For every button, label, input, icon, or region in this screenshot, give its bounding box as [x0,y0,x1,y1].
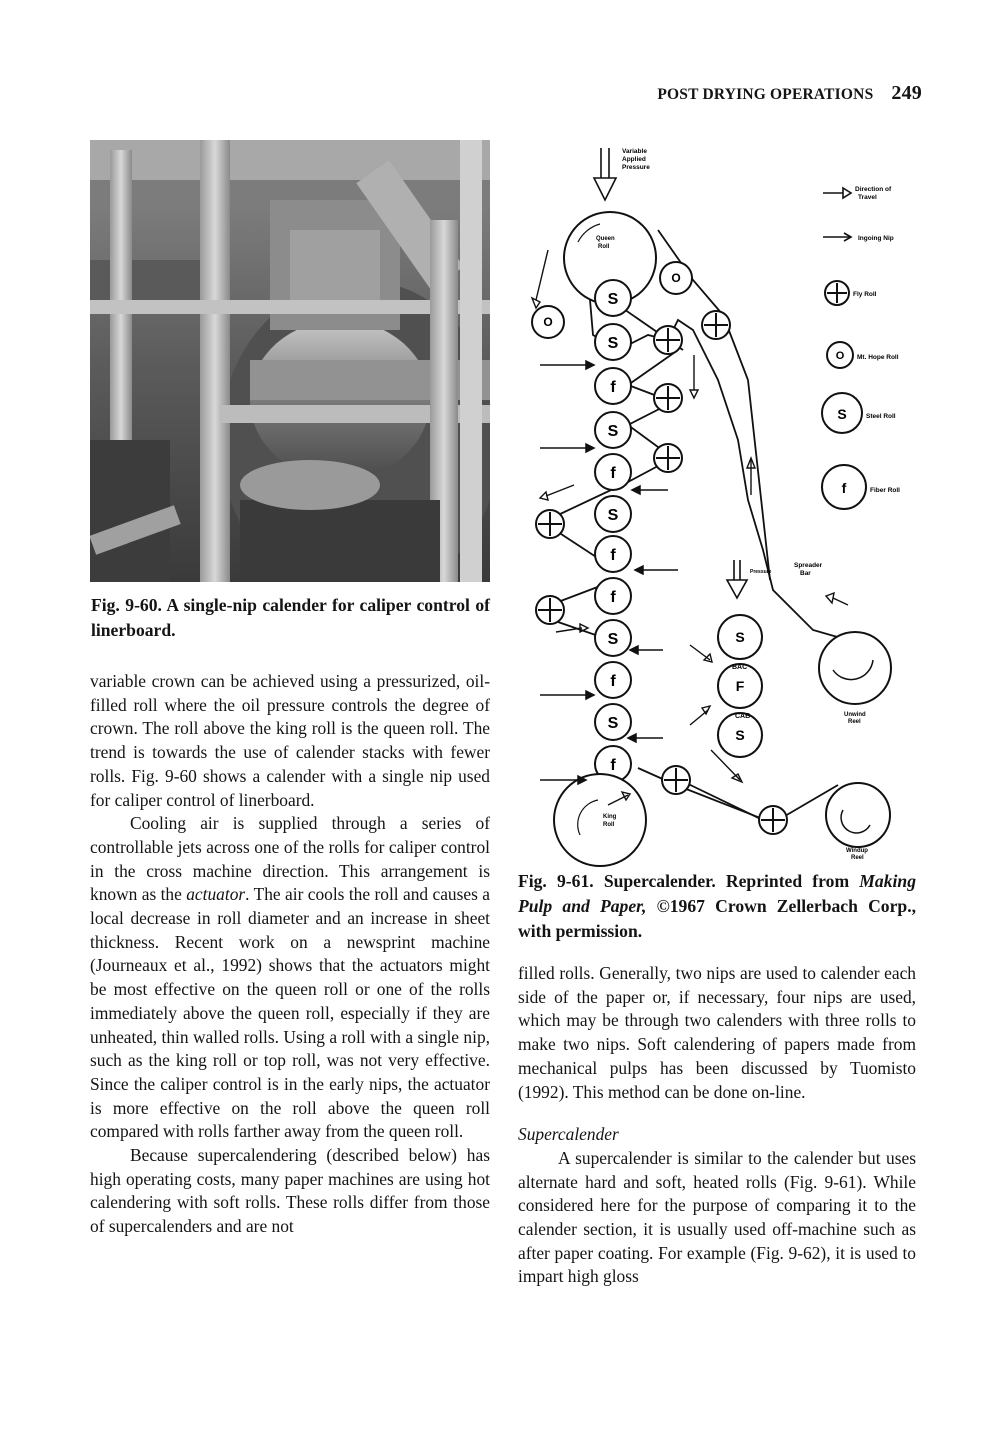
supercalender-diagram [518,140,918,870]
calender-photograph [90,140,490,582]
roll-letter: S [607,335,619,352]
unwind-reel [819,632,891,704]
bac-label: BAC [732,664,748,671]
direction-of-travel-label-2: Travel [858,194,877,201]
king-roll-label-2: Roll [603,822,615,828]
roll-letter: S [607,715,619,732]
steel-roll-label: Steel Roll [866,413,896,420]
figure-9-60-caption: Fig. 9-60. A single-nip calender for caliper control of linerboard. [91,595,490,640]
variable-pressure-label-1: Variable [622,148,647,155]
roll-letter: O [835,350,845,362]
roll-letter: F [735,678,745,694]
variable-pressure-label-3: Pressure [622,164,650,171]
paragraph: Because supercalendering (described below) has high operating costs, many paper machines are using hot calendering with soft rolls. These rolls differ from those of supercalenders and are not [90,1145,490,1237]
windup-reel-label-1: Windup [846,848,868,854]
roll-letter: f [610,547,616,564]
paragraph: filled rolls. Generally, two nips are used to calender each side of the paper or, if necessary, four nips are used, which may be through two calenders with three rolls to make two nips. Soft calendering of papers made from mechanical pulps has been discussed by Tuomisto (1992). This method can be done on-line. [518,963,916,1102]
unwind-reel-label-2: Reel [848,719,861,725]
term-actuator: actuator [186,884,246,905]
caption-book-title: Making Pulp and Paper, [518,871,916,916]
pressure-arrow [727,560,747,598]
roll-letter: S [607,631,619,648]
paragraph [90,812,490,1144]
roll-letter: O [543,315,553,329]
section-subheading: Supercalender [518,1124,619,1145]
left-column-text [90,670,490,1239]
text-run: . The air cools the roll and causes a local decrease in roll diameter and an increase in sheet thickness. Recent work on a newsprint machine (Journeaux et al., 1992) shows that the actuators might be most effective on the queen roll or one of the rolls immediately above the queen roll, especially if they are unheated, thin walled rolls. Using a roll with a single nip, such as the king roll or top roll, was not very effective. Since the caliper control is in the early nips, the actuator is more effective on the roll above the queen roll compared with rolls farther away from the queen roll. [90,884,490,1142]
fly-roll-label: Fly Roll [853,291,877,298]
figure-9-61-caption [518,869,916,944]
section-title: POST DRYING OPERATIONS [657,86,874,103]
windup-reel [826,783,890,847]
roll-letter: f [610,589,616,606]
text-run: Cooling air is supplied through a series of controllable jets across one of the rolls for caliper control in the cross machine direction. This arrangement is known as the [90,813,490,905]
roll-letter: O [671,271,681,285]
roll-letter: f [610,673,616,690]
roll-letter: S [837,406,847,422]
variable-pressure-label-2: Applied [622,156,646,163]
roll-letter: S [735,629,745,645]
roll-letter: f [841,480,847,496]
roll-letter: S [607,291,619,308]
caption-suffix: ©1967 Crown Zellerbach Corp., with permission. [518,896,916,941]
roll-letter: f [610,379,616,396]
queen-roll-label-2: Roll [598,244,610,250]
roll-letter: f [610,465,616,482]
king-roll-label-1: King [603,814,617,820]
king-roll [554,774,646,866]
page-number: 249 [891,82,922,104]
queen-roll-label-1: Queen [596,236,615,242]
windup-reel-label-2: Reel [851,855,864,861]
unwind-reel-label-1: Unwind [844,712,866,718]
fiber-roll-label: Fiber Roll [870,487,900,494]
direction-of-travel-label-1: Direction of [855,186,892,193]
paragraph: A supercalender is similar to the calender but uses alternate hard and soft, heated rolls (Fig. 9-61). While considered here for the purpose of comparing it to the calender section, it is usually used off-machine such as after paper coating. For example (Fig. 9-62), it is used to impart high gloss [518,1147,916,1287]
cab-label: CAB [735,713,751,720]
pressure-arrow [594,148,616,200]
spreader-bar-label-1: Spreader [794,562,823,569]
ingoing-nip-label: Ingoing Nip [858,235,894,242]
caption-prefix: Fig. 9-61. Supercalender. Reprinted from [518,871,860,891]
paragraph: variable crown can be achieved using a pressurized, oil-filled roll where the oil pressure controls the degree of crown. The roll above the king roll is the queen roll. The trend is towards the use of calender stacks with fewer rolls. Fig. 9-60 shows a calender with a single nip used for caliper control of linerboard. [90,671,490,810]
roll-letter: S [607,507,619,524]
spreader-bar-label-2: Bar [800,570,811,577]
roll-letter: S [607,423,619,440]
right-column-text [518,962,916,1289]
mt-hope-roll-label: Mt. Hope Roll [857,354,899,361]
pressure-label: Pressure [750,569,772,575]
roll-letter: f [610,757,616,774]
running-head [657,82,922,105]
roll-letter: S [735,727,745,743]
